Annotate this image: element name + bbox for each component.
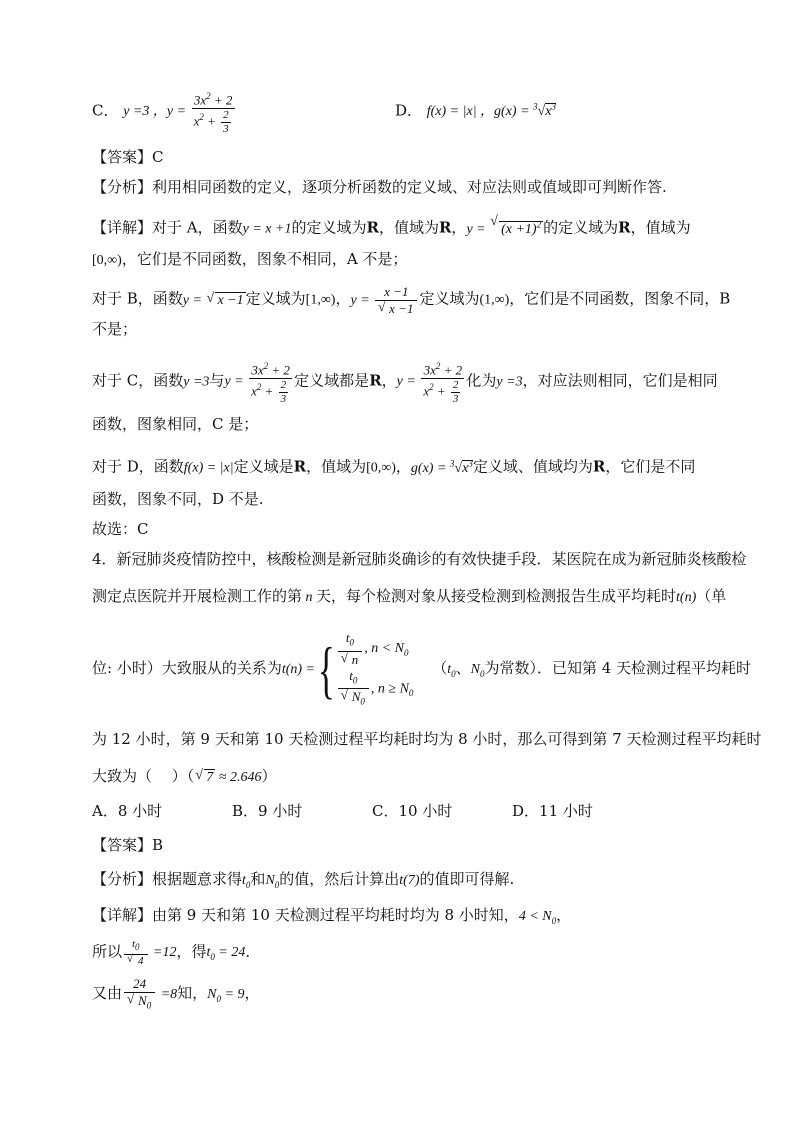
question-text: 新冠肺炎疫情防控中，核酸检测是新冠肺炎确诊的有效快捷手段．某医院在成为新冠肺炎核酸检: [116, 550, 747, 568]
q4-stem-line4: [92, 728, 762, 750]
detail-text: 定义域为: [245, 289, 306, 308]
detail-text: 所以: [92, 942, 123, 961]
answer-value: B: [152, 836, 164, 854]
q4-detail-line3: 又由 24 √ $N_0$ =8知，$N_0 = 9$，: [92, 976, 259, 1014]
detail-text: 化为: [466, 371, 497, 390]
option-d: D．11 小时: [512, 802, 593, 820]
question-text: 为 12 小时，第 9 天和第 10 天检测过程平均耗时均为 8 小时，那么可得到第 7 天检测过程平均耗时: [92, 730, 762, 748]
question-text: （单: [696, 587, 727, 605]
question-text: 测定点医院并开展检测工作的第: [92, 587, 303, 605]
q3-detail-a-line2: [0,∞)，它们是不同函数，图象不相同，A 不是；: [92, 250, 408, 268]
q3-detail-b-line1: 对于 B，函数y = √ x −1 定义域为[1,∞)，y = x −1 √ x −1 定义域为(1,∞)，它们是不同函数，图象不同，B: [92, 284, 730, 317]
analysis-tag: 【分析】: [92, 178, 153, 196]
option-b: B．9 小时: [232, 802, 303, 820]
detail-text: ，: [244, 984, 260, 1003]
detail-text: 定义域是: [233, 457, 294, 476]
detail-text: 对于 D，函数: [92, 457, 184, 476]
analysis-text: 和: [250, 870, 266, 888]
q3-option-c-label: C．: [92, 101, 119, 120]
detail-text: ，: [395, 457, 411, 476]
formula: y = √ $(x +1)^2$: [466, 222, 543, 237]
q4-stem-line3: 位: 小时）大致服从的关系为t(n) ={ $t_0$ √ n , $n < N_0$ $t_0$ √ $N_0$ , $n \ge N_0$ （$t_0$、$N_0$为常数）．已知第 4 天检测过程平均耗时: [92, 630, 751, 710]
detail-text: 与: [209, 371, 225, 390]
analysis-text: 利用相同函数的定义，逐项分析函数的定义域、对应法则或值域即可判断作答.: [152, 178, 667, 196]
analysis-text: 的值，然后计算出: [279, 870, 400, 888]
q3-option-d-label: D．: [394, 101, 422, 120]
question-text: 天，每个检测对象从接受检测到检测报告生成平均耗时: [316, 587, 677, 605]
q3-detail-d-line1: 对于 D，函数f(x) = |x|定义域是R，值域为[0,∞)，$g(x) = ^3√x^3$定义域、值域均为R，它们是不同: [92, 457, 696, 476]
q4-detail-line1: 【详解】由第 9 天和第 10 天检测过程平均耗时均为 8 小时知，$4 < N_0$，: [92, 906, 572, 926]
detail-text: ，它们是不同: [605, 457, 696, 476]
detail-text: 不是；: [92, 320, 138, 338]
detail-text: ，它们是不同函数，图象不相同，A 不是；: [121, 250, 408, 268]
piecewise-formula: t(n) ={ $t_0$ √ n , $n < N_0$ $t_0$ √ $N_0$ , $n \ge N_0$: [282, 662, 414, 677]
detail-text: ，: [381, 371, 397, 390]
q4-analysis: 【分析】根据题意求得$t_0$和$N_0$的值，然后计算出t(7)的值即可得解.: [92, 870, 515, 890]
detail-text: 的定义域为: [543, 218, 619, 237]
option-a: A．8 小时: [92, 802, 163, 820]
question-text: 位: 小时）大致服从的关系为: [92, 659, 282, 678]
q3-detail-d-line2: [92, 488, 264, 510]
q3-option-d-formula: f(x) = |x| ，$g(x) = ^3√x^3$: [426, 101, 556, 120]
detail-text: 知，: [177, 984, 208, 1003]
question-text: （: [432, 659, 448, 678]
detail-text: 定义域都是: [294, 371, 370, 390]
answer-value: C: [152, 148, 164, 166]
detail-text: 对于 C，函数: [92, 371, 184, 390]
detail-text: ，值域为: [630, 218, 691, 237]
question-text: 为常数）．已知第 4 天检测过程平均耗时: [484, 659, 752, 678]
q4-answer: [92, 834, 163, 856]
question-text: ）: [261, 767, 277, 785]
detail-text: 对于 A，函数: [152, 218, 243, 237]
q4-options: [92, 800, 593, 822]
q4-detail-line2: 所以 $t_0$ √ 4 =12，得$t_0 = 24$．: [92, 938, 260, 968]
detail-text: ，对应法则相同，它们是相同: [522, 371, 718, 390]
option-c: C．10 小时: [372, 802, 453, 820]
q3-detail-c-line1: 对于 C，函数y =3与y = $3x^2 + 2$ $x^2$ + $\frac{2}{3}$ 定义域都是R，y = $3x^2 + 2$ $x^2$ + $\frac{2}{3}$ 化为y =3，对应法则相同，它们是相同: [92, 358, 718, 406]
detail-tag: 【详解】: [92, 906, 153, 924]
detail-text: 又由: [92, 984, 123, 1003]
q3-analysis: [92, 176, 667, 198]
detail-tag: 【详解】: [92, 218, 153, 237]
detail-text: 函数，图象相同，C 是；: [92, 415, 259, 433]
formula: y = √ x −1: [183, 293, 246, 308]
detail-text: ，它们是不同函数，图象不同，B: [509, 289, 731, 308]
q3-detail-b-line2: [92, 318, 137, 340]
analysis-text: 的值即可得解.: [419, 870, 515, 888]
detail-text: ，值域为: [306, 457, 367, 476]
detail-text: 的定义域为: [291, 218, 367, 237]
answer-tag: 【答案】: [92, 148, 153, 166]
conclusion-text: 故选：C: [92, 520, 149, 538]
question-number: 4．: [92, 550, 117, 568]
detail-text: 对于 B，函数: [92, 289, 183, 308]
answer-tag: 【答案】: [92, 836, 153, 854]
analysis-text: 根据题意求得: [152, 870, 243, 888]
q3-option-c-formula: y =3 ，y = $3x^2 + 2$ $x^2$ + $\frac{2}{3}$: [123, 104, 240, 119]
q4-stem-line1: [92, 548, 747, 570]
detail-text: 函数，图象不同，D 不是.: [92, 490, 264, 508]
detail-text: 定义域、值域均为: [472, 457, 593, 476]
analysis-tag: 【分析】: [92, 870, 153, 888]
q4-stem-line5: 大致为（ ）（√ 7 ≈ 2.646）: [92, 765, 276, 789]
question-text: 大致为（ ）（: [92, 767, 195, 785]
q3-detail-c-line2: [92, 413, 258, 435]
q3-options-row: [92, 88, 556, 136]
detail-text: ，值域为: [378, 218, 439, 237]
formula: y = x +1: [242, 221, 292, 237]
q4-stem-line2: 测定点医院并开展检测工作的第 n 天，每个检测对象从接受检测到检测报告生成平均耗时t(n)（单: [92, 587, 727, 605]
detail-text: 由第 9 天和第 10 天检测过程平均耗时均为 8 小时知，: [152, 906, 519, 924]
q3-conclusion: [92, 518, 148, 540]
detail-text: ，得: [176, 942, 207, 961]
q3-detail-a-line1: 【详解】对于 A，函数y = x +1的定义域为R，值域为R，y = √ $(x +1)^2$ 的定义域为R，值域为: [92, 213, 691, 241]
detail-text: 定义域为: [419, 289, 480, 308]
formula: y = x −1 √ x −1: [350, 293, 419, 308]
q3-answer: [92, 146, 164, 168]
